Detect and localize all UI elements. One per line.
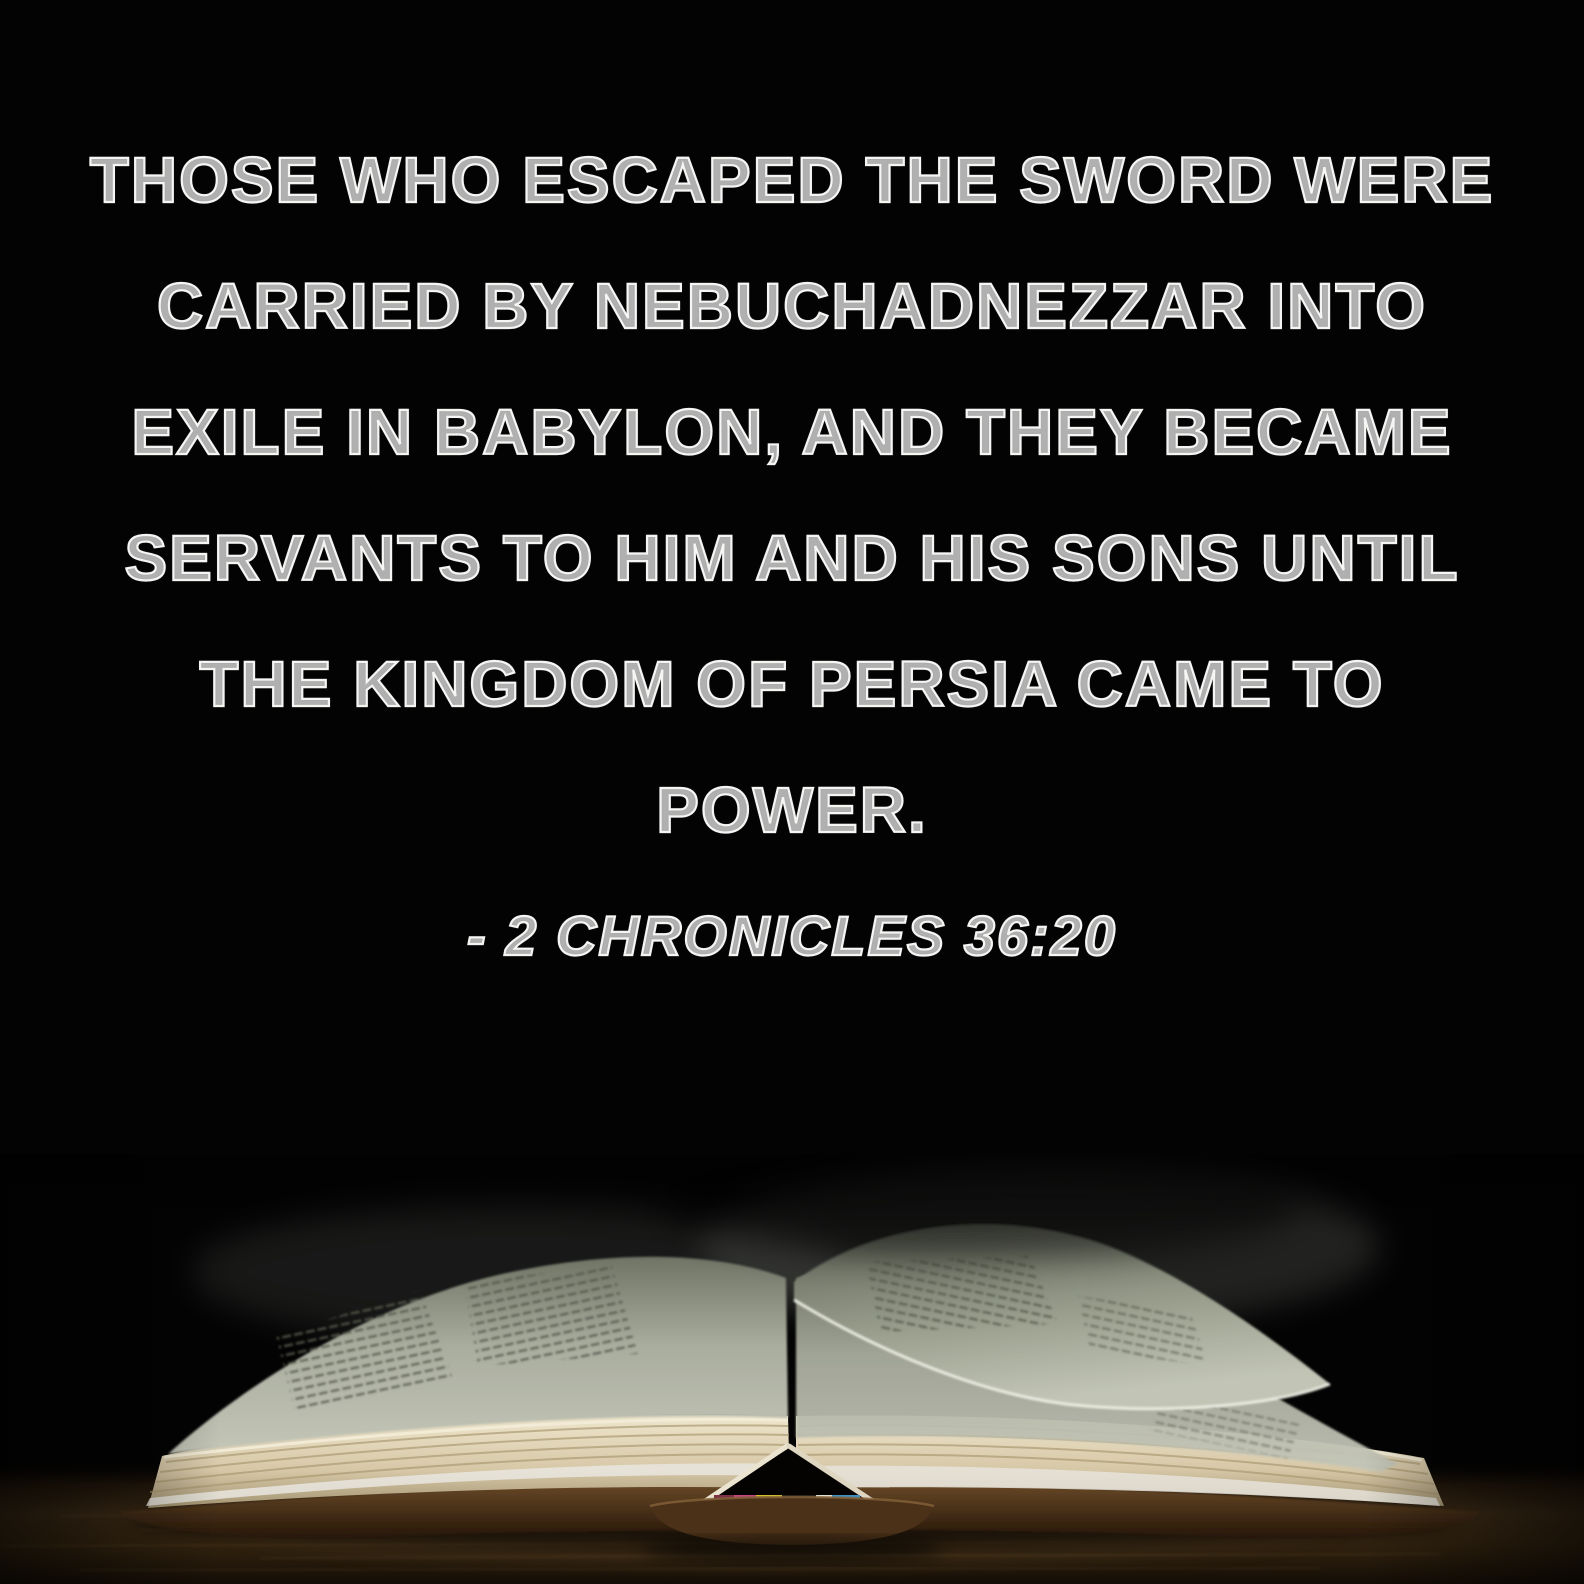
printed-text-column bbox=[464, 1266, 638, 1366]
verse-line-3: EXILE IN BABYLON, AND THEY BECAME bbox=[131, 396, 1453, 468]
verse-line-1: THOSE WHO ESCAPED THE SWORD WERE bbox=[89, 144, 1495, 216]
verse-line-4: SERVANTS TO HIM AND HIS SONS UNTIL bbox=[124, 522, 1460, 594]
verse-line-2: CARRIED BY NEBUCHADNEZZAR INTO bbox=[156, 270, 1428, 342]
verse-reference: - 2 CHRONICLES 36:20 bbox=[467, 904, 1117, 967]
verse-line-6: POWER. bbox=[656, 774, 928, 846]
printed-text-column bbox=[866, 1256, 1058, 1332]
verse-text-block bbox=[0, 117, 1584, 999]
open-book-photo bbox=[0, 1154, 1584, 1584]
verse-line-5: THE KINGDOM OF PERSIA CAME TO bbox=[199, 648, 1385, 720]
